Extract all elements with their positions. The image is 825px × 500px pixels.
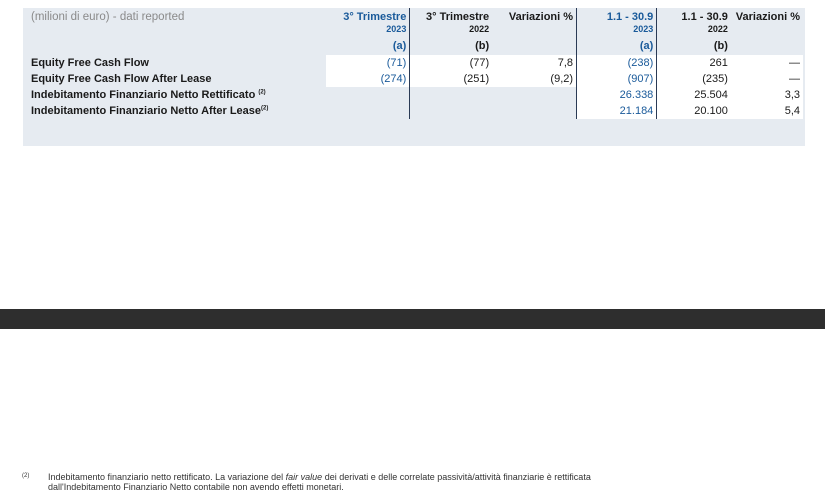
table-header-row bbox=[28, 8, 803, 55]
row-label: Equity Free Cash Flow bbox=[31, 57, 149, 69]
row-label: Equity Free Cash Flow After Lease bbox=[31, 73, 212, 85]
cell-value bbox=[492, 103, 576, 119]
col-header-variation-ytd: Variazioni % bbox=[735, 11, 800, 23]
cell-value bbox=[410, 103, 492, 119]
footnote-ref: (2) bbox=[258, 89, 266, 96]
footnote-ref: (2) bbox=[261, 105, 269, 112]
cell-value: (235) bbox=[657, 71, 731, 87]
cell-value bbox=[410, 87, 492, 103]
cell-value: (907) bbox=[577, 71, 657, 87]
cell-value: (238) bbox=[577, 55, 657, 71]
col-header-ytd-2022: 1.1 - 30.9 2022 (b) bbox=[681, 11, 728, 52]
table-row bbox=[28, 71, 803, 87]
unit-label: (milioni di euro) - dati reported bbox=[31, 11, 185, 23]
cell-value: 21.184 bbox=[577, 103, 657, 119]
row-label: Indebitamento Finanziario Netto Rettificato $^{(2)}$ bbox=[31, 89, 266, 101]
cell-value: (71) bbox=[326, 55, 409, 71]
table-row bbox=[28, 103, 803, 119]
col-header-q3-2023: 3° Trimestre 2023 (a) bbox=[326, 8, 409, 55]
table-row bbox=[28, 55, 803, 71]
cell-value bbox=[492, 87, 576, 103]
cell-value: 5,4 bbox=[731, 103, 803, 119]
cell-value bbox=[326, 103, 409, 119]
page-divider-band bbox=[0, 309, 825, 329]
cell-value: 3,3 bbox=[731, 87, 803, 103]
cell-value bbox=[326, 87, 409, 103]
cell-value: (77) bbox=[410, 55, 492, 71]
cell-value: 7,8 bbox=[492, 55, 576, 71]
footnote-text: Indebitamento finanziario netto rettificato. La variazione del fair value dei derivati e delle correlate passività/attività finanziarie è rettificata dall'Indebitamento Finanziario Netto contabile non avendo effetti monetari. bbox=[48, 472, 591, 492]
cell-value: (9,2) bbox=[492, 71, 576, 87]
cell-value: 20.100 bbox=[657, 103, 731, 119]
col-header-ytd-2023: 1.1 - 30.9 2023 (a) bbox=[577, 8, 657, 55]
row-label: Indebitamento Finanziario Netto After Lease$^{(2)}$ bbox=[31, 105, 269, 117]
cell-value: 25.504 bbox=[657, 87, 731, 103]
col-header-variation-q3: Variazioni % bbox=[492, 8, 576, 55]
col-header-q3-2022: 3° Trimestre 2022 (b) bbox=[426, 11, 490, 52]
cell-value: (274) bbox=[326, 71, 409, 87]
cell-value: — bbox=[731, 55, 803, 71]
kpi-table bbox=[28, 8, 803, 119]
cell-value: 26.338 bbox=[577, 87, 657, 103]
footnote-mark: (2) bbox=[22, 473, 30, 479]
cell-value: 261 bbox=[657, 55, 731, 71]
cell-value: — bbox=[731, 71, 803, 87]
kpi-table-container bbox=[23, 8, 805, 146]
table-row bbox=[28, 87, 803, 103]
cell-value: (251) bbox=[410, 71, 492, 87]
